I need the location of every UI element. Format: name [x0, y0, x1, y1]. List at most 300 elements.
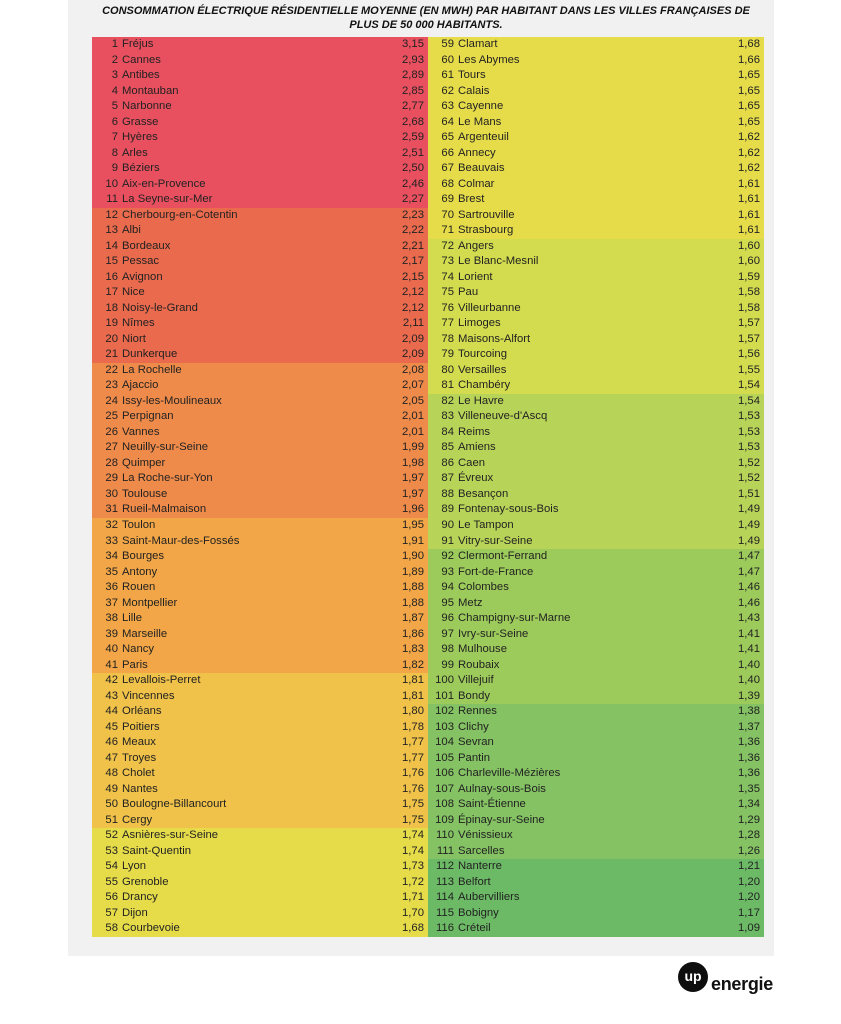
table-row [428, 580, 764, 596]
value-cell: 1,36 [738, 767, 760, 780]
rank-cell: 88 [441, 487, 454, 500]
value-cell: 1,47 [738, 565, 760, 578]
table-row [92, 828, 428, 844]
rank-cell: 87 [441, 472, 454, 485]
value-cell: 1,76 [402, 782, 424, 795]
rank-cell: 16 [105, 270, 118, 283]
rank-cell: 58 [105, 922, 118, 935]
rank-cell: 73 [441, 255, 454, 268]
table-row [428, 84, 764, 100]
rank-cell: 48 [105, 767, 118, 780]
value-cell: 1,65 [738, 100, 760, 113]
city-cell: Beauvais [458, 162, 505, 175]
value-cell: 1,61 [738, 193, 760, 206]
rank-cell: 19 [105, 317, 118, 330]
table-row [428, 704, 764, 720]
rank-cell: 20 [105, 332, 118, 345]
city-cell: Les Abymes [458, 53, 520, 66]
value-cell: 1,47 [738, 550, 760, 563]
value-cell: 1,65 [738, 115, 760, 128]
rank-cell: 72 [441, 239, 454, 252]
table-row [428, 208, 764, 224]
city-cell: Tours [458, 69, 486, 82]
rank-cell: 49 [105, 782, 118, 795]
table-row [92, 627, 428, 643]
rank-cell: 46 [105, 736, 118, 749]
table-row [428, 440, 764, 456]
city-cell: Belfort [458, 875, 491, 888]
rank-cell: 60 [441, 53, 454, 66]
table-row [92, 549, 428, 565]
rank-cell: 95 [441, 596, 454, 609]
city-cell: Noisy-le-Grand [122, 301, 198, 314]
value-cell: 1,98 [402, 456, 424, 469]
table-row [428, 642, 764, 658]
value-cell: 2,22 [402, 224, 424, 237]
value-cell: 1,54 [738, 379, 760, 392]
rank-cell: 116 [435, 922, 454, 935]
city-cell: Toulon [122, 518, 156, 531]
city-cell: Cherbourg-en-Cotentin [122, 208, 238, 221]
value-cell: 1,60 [738, 255, 760, 268]
value-cell: 1,70 [402, 906, 424, 919]
city-cell: Amiens [458, 441, 496, 454]
table-row [428, 456, 764, 472]
city-cell: Montpellier [122, 596, 178, 609]
value-cell: 2,12 [402, 301, 424, 314]
value-cell: 1,87 [402, 612, 424, 625]
value-cell: 1,60 [738, 239, 760, 252]
table-row [92, 394, 428, 410]
rank-cell: 70 [441, 208, 454, 221]
table-row [428, 68, 764, 84]
rank-cell: 36 [105, 581, 118, 594]
city-cell: Levallois-Perret [122, 674, 201, 687]
rank-cell: 11 [106, 193, 118, 206]
value-cell: 1,52 [738, 472, 760, 485]
rank-cell: 40 [105, 643, 118, 656]
rank-cell: 3 [111, 69, 118, 82]
value-cell: 1,34 [738, 798, 760, 811]
value-cell: 2,09 [402, 348, 424, 361]
table-row [92, 301, 428, 317]
table-row [428, 875, 764, 891]
rank-cell: 8 [111, 146, 118, 159]
city-cell: Clichy [458, 720, 489, 733]
rank-cell: 5 [111, 100, 118, 113]
city-cell: Sarcelles [458, 844, 505, 857]
city-cell: Paris [122, 658, 148, 671]
table-row [92, 378, 428, 394]
city-cell: Metz [458, 596, 483, 609]
table-row [92, 347, 428, 363]
city-cell: Orléans [122, 705, 162, 718]
rank-cell: 44 [105, 705, 118, 718]
value-cell: 1,38 [738, 705, 760, 718]
value-cell: 1,65 [738, 69, 760, 82]
rank-cell: 66 [441, 146, 454, 159]
city-cell: Aubervilliers [458, 891, 520, 904]
city-cell: Fort-de-France [458, 565, 534, 578]
value-cell: 1,62 [738, 131, 760, 144]
value-cell: 1,57 [738, 332, 760, 345]
city-cell: Albi [122, 224, 141, 237]
city-cell: Cergy [122, 813, 153, 826]
city-cell: Vincennes [122, 689, 175, 702]
city-cell: Le Blanc-Mesnil [458, 255, 539, 268]
rank-cell: 84 [441, 425, 454, 438]
value-cell: 2,08 [402, 363, 424, 376]
value-cell: 1,61 [738, 177, 760, 190]
value-cell: 1,54 [738, 394, 760, 407]
city-cell: Dunkerque [122, 348, 178, 361]
city-cell: Évreux [458, 472, 494, 485]
table-row [428, 673, 764, 689]
value-cell: 1,61 [738, 208, 760, 221]
rank-cell: 115 [435, 906, 454, 919]
rank-cell: 26 [105, 425, 118, 438]
value-cell: 1,37 [738, 720, 760, 733]
value-cell: 1,35 [738, 782, 760, 795]
rank-cell: 94 [441, 581, 454, 594]
value-cell: 1,59 [738, 270, 760, 283]
value-cell: 1,62 [738, 162, 760, 175]
rank-cell: 103 [435, 720, 454, 733]
rank-cell: 53 [105, 844, 118, 857]
table-row [428, 890, 764, 906]
rank-cell: 76 [441, 301, 454, 314]
value-cell: 1,66 [738, 53, 760, 66]
table-row [428, 549, 764, 565]
table-row [92, 115, 428, 131]
table-row [92, 456, 428, 472]
rank-cell: 6 [111, 115, 118, 128]
city-cell: Rueil-Malmaison [122, 503, 207, 516]
value-cell: 2,68 [402, 115, 424, 128]
table-row [92, 642, 428, 658]
city-cell: Grenoble [122, 875, 169, 888]
rank-cell: 80 [441, 363, 454, 376]
city-cell: Poitiers [122, 720, 160, 733]
table-row [428, 53, 764, 69]
value-cell: 2,01 [402, 410, 424, 423]
table-row [428, 363, 764, 379]
city-cell: Cayenne [458, 100, 504, 113]
value-cell: 2,85 [402, 84, 424, 97]
rank-cell: 28 [105, 456, 118, 469]
rank-cell: 7 [111, 131, 118, 144]
table-row [428, 906, 764, 922]
city-cell: Fréjus [122, 38, 154, 50]
value-cell: 1,95 [402, 518, 424, 531]
city-cell: Marseille [122, 627, 168, 640]
table-row [428, 270, 764, 286]
table-row [428, 627, 764, 643]
value-cell: 1,62 [738, 146, 760, 159]
table-row [92, 161, 428, 177]
value-cell: 1,80 [402, 705, 424, 718]
table-row [428, 921, 764, 937]
city-cell: Versailles [458, 363, 507, 376]
city-cell: Vénissieux [458, 829, 513, 842]
table-row [428, 37, 764, 53]
value-cell: 1,49 [738, 518, 760, 531]
value-cell: 1,53 [738, 425, 760, 438]
table-row [428, 378, 764, 394]
value-cell: 1,57 [738, 317, 760, 330]
value-cell: 1,96 [402, 503, 424, 516]
city-cell: Fontenay-sous-Bois [458, 503, 559, 516]
value-cell: 1,81 [402, 689, 424, 702]
city-cell: Bordeaux [122, 239, 171, 252]
rank-cell: 85 [441, 441, 454, 454]
rank-cell: 61 [441, 69, 454, 82]
city-cell: Annecy [458, 146, 496, 159]
rank-cell: 2 [111, 53, 118, 66]
table-row [92, 859, 428, 875]
table-row [428, 115, 764, 131]
rank-cell: 102 [435, 705, 454, 718]
rank-cell: 54 [105, 860, 118, 873]
rank-cell: 47 [105, 751, 118, 764]
value-cell: 1,41 [738, 643, 760, 656]
table-row [428, 828, 764, 844]
rank-cell: 68 [441, 177, 454, 190]
city-cell: Rennes [458, 705, 497, 718]
city-cell: Saint-Maur-des-Fossés [122, 534, 240, 547]
rank-cell: 50 [105, 798, 118, 811]
rank-cell: 59 [441, 38, 454, 50]
rank-cell: 25 [105, 410, 118, 423]
rank-cell: 90 [441, 518, 454, 531]
value-cell: 1,90 [402, 550, 424, 563]
rank-cell: 69 [441, 193, 454, 206]
city-cell: Aulnay-sous-Bois [458, 782, 546, 795]
city-cell: Pessac [122, 255, 160, 268]
city-cell: Asnières-sur-Seine [122, 829, 219, 842]
value-cell: 2,50 [402, 162, 424, 175]
city-cell: Ajaccio [122, 379, 159, 392]
rank-cell: 55 [105, 875, 118, 888]
table-row [428, 99, 764, 115]
value-cell: 1,75 [402, 798, 424, 811]
city-cell: Lille [122, 612, 143, 625]
table-row [428, 161, 764, 177]
city-cell: Brest [458, 193, 485, 206]
table-row [92, 658, 428, 674]
table-row [428, 425, 764, 441]
rank-cell: 105 [435, 751, 454, 764]
city-cell: Arles [122, 146, 148, 159]
table-row [92, 223, 428, 239]
table-row [428, 782, 764, 798]
rank-cell: 30 [105, 487, 118, 500]
table-row [428, 766, 764, 782]
rank-cell: 29 [105, 472, 118, 485]
value-cell: 3,15 [402, 38, 424, 50]
table-row [428, 658, 764, 674]
table-row [428, 689, 764, 705]
table-row [92, 720, 428, 736]
city-cell: Maisons-Alfort [458, 332, 531, 345]
rank-cell: 51 [105, 813, 118, 826]
value-cell: 2,09 [402, 332, 424, 345]
table-row [92, 813, 428, 829]
value-cell: 1,78 [402, 720, 424, 733]
table-row [92, 797, 428, 813]
city-cell: Champigny-sur-Marne [458, 612, 571, 625]
rank-cell: 41 [105, 658, 118, 671]
table-row [92, 316, 428, 332]
rank-cell: 17 [105, 286, 118, 299]
value-cell: 1,56 [738, 348, 760, 361]
table-row [428, 394, 764, 410]
city-cell: La Roche-sur-Yon [122, 472, 213, 485]
rank-cell: 15 [105, 255, 118, 268]
table-row [428, 301, 764, 317]
table-row [92, 146, 428, 162]
table-row [92, 689, 428, 705]
city-cell: Tourcoing [458, 348, 507, 361]
table-row [428, 285, 764, 301]
city-cell: Besançon [458, 487, 509, 500]
city-cell: Le Mans [458, 115, 502, 128]
rank-cell: 65 [441, 131, 454, 144]
table-row [428, 146, 764, 162]
table-row [92, 596, 428, 612]
rank-cell: 97 [441, 627, 454, 640]
city-cell: Sartrouville [458, 208, 515, 221]
value-cell: 1,97 [402, 472, 424, 485]
value-cell: 1,68 [738, 38, 760, 50]
city-cell: Rouen [122, 581, 156, 594]
rank-cell: 112 [435, 860, 454, 873]
value-cell: 1,61 [738, 224, 760, 237]
table-row [92, 440, 428, 456]
table-row [428, 177, 764, 193]
table-row [92, 332, 428, 348]
rank-cell: 98 [441, 643, 454, 656]
rank-cell: 35 [105, 565, 118, 578]
value-cell: 1,51 [738, 487, 760, 500]
city-cell: Niort [122, 332, 146, 345]
table-row [428, 859, 764, 875]
rank-cell: 91 [441, 534, 454, 547]
rank-cell: 14 [105, 239, 118, 252]
value-cell: 2,12 [402, 286, 424, 299]
city-cell: Villeneuve-d'Ascq [458, 410, 548, 423]
table-row [92, 53, 428, 69]
rank-cell: 101 [435, 689, 454, 702]
rank-cell: 78 [441, 332, 454, 345]
value-cell: 1,72 [402, 875, 424, 888]
value-cell: 2,89 [402, 69, 424, 82]
rank-cell: 93 [441, 565, 454, 578]
table-row [92, 37, 428, 53]
value-cell: 2,51 [402, 146, 424, 159]
rank-cell: 96 [441, 612, 454, 625]
rank-cell: 83 [441, 410, 454, 423]
rank-cell: 77 [441, 317, 454, 330]
value-cell: 1,82 [402, 658, 424, 671]
table-row [92, 363, 428, 379]
value-cell: 1,88 [402, 581, 424, 594]
rank-cell: 86 [441, 456, 454, 469]
table-row [92, 890, 428, 906]
rank-cell: 12 [105, 208, 118, 221]
table-column-left [92, 37, 428, 937]
chart-title: CONSOMMATION ÉLECTRIQUE RÉSIDENTIELLE MOYENNE (EN MWH) PAR HABITANT DANS LES VILLES FRANÇAISES DE PLUS DE 50 000 HABITANTS. [102, 5, 750, 31]
value-cell: 1,75 [402, 813, 424, 826]
rank-cell: 114 [435, 891, 454, 904]
value-cell: 2,59 [402, 131, 424, 144]
table-row [428, 347, 764, 363]
table-row [92, 921, 428, 937]
rank-cell: 52 [105, 829, 118, 842]
city-cell: Calais [458, 84, 490, 97]
city-cell: Saint-Étienne [458, 798, 526, 811]
brand-logo-word: energie [711, 974, 773, 994]
table-row [92, 782, 428, 798]
city-cell: Lyon [122, 860, 147, 873]
table-row [428, 813, 764, 829]
city-cell: Villeurbanne [458, 301, 521, 314]
value-cell: 1,77 [402, 751, 424, 764]
city-cell: Béziers [122, 162, 160, 175]
value-cell: 1,20 [738, 891, 760, 904]
table-row [428, 316, 764, 332]
value-cell: 1,40 [738, 674, 760, 687]
city-cell: Le Havre [458, 394, 504, 407]
city-cell: Limoges [458, 317, 501, 330]
city-cell: Neuilly-sur-Seine [122, 441, 209, 454]
rank-cell: 1 [111, 38, 118, 50]
table-row [428, 565, 764, 581]
table-row [92, 534, 428, 550]
city-cell: Antibes [122, 69, 160, 82]
city-cell: Montauban [122, 84, 179, 97]
table-row [92, 130, 428, 146]
table-row [428, 502, 764, 518]
city-cell: Reims [458, 425, 491, 438]
value-cell: 2,01 [402, 425, 424, 438]
table-row [428, 596, 764, 612]
rank-cell: 27 [105, 441, 118, 454]
table-row [92, 735, 428, 751]
table-row [92, 580, 428, 596]
table-row [92, 906, 428, 922]
city-cell: Boulogne-Billancourt [122, 798, 227, 811]
city-cell: Courbevoie [122, 922, 180, 935]
value-cell: 1,83 [402, 643, 424, 656]
rank-cell: 106 [435, 767, 454, 780]
city-cell: Narbonne [122, 100, 172, 113]
value-cell: 2,77 [402, 100, 424, 113]
city-cell: Caen [458, 456, 486, 469]
city-cell: Colmar [458, 177, 495, 190]
city-cell: Nîmes [122, 317, 155, 330]
value-cell: 1,99 [402, 441, 424, 454]
rank-cell: 56 [105, 891, 118, 904]
city-cell: Troyes [122, 751, 157, 764]
city-cell: Nanterre [458, 860, 502, 873]
rank-cell: 9 [111, 162, 118, 175]
table-row [92, 177, 428, 193]
value-cell: 1,29 [738, 813, 760, 826]
table-row [92, 502, 428, 518]
brand-logo [678, 962, 778, 1002]
value-cell: 2,21 [402, 239, 424, 252]
